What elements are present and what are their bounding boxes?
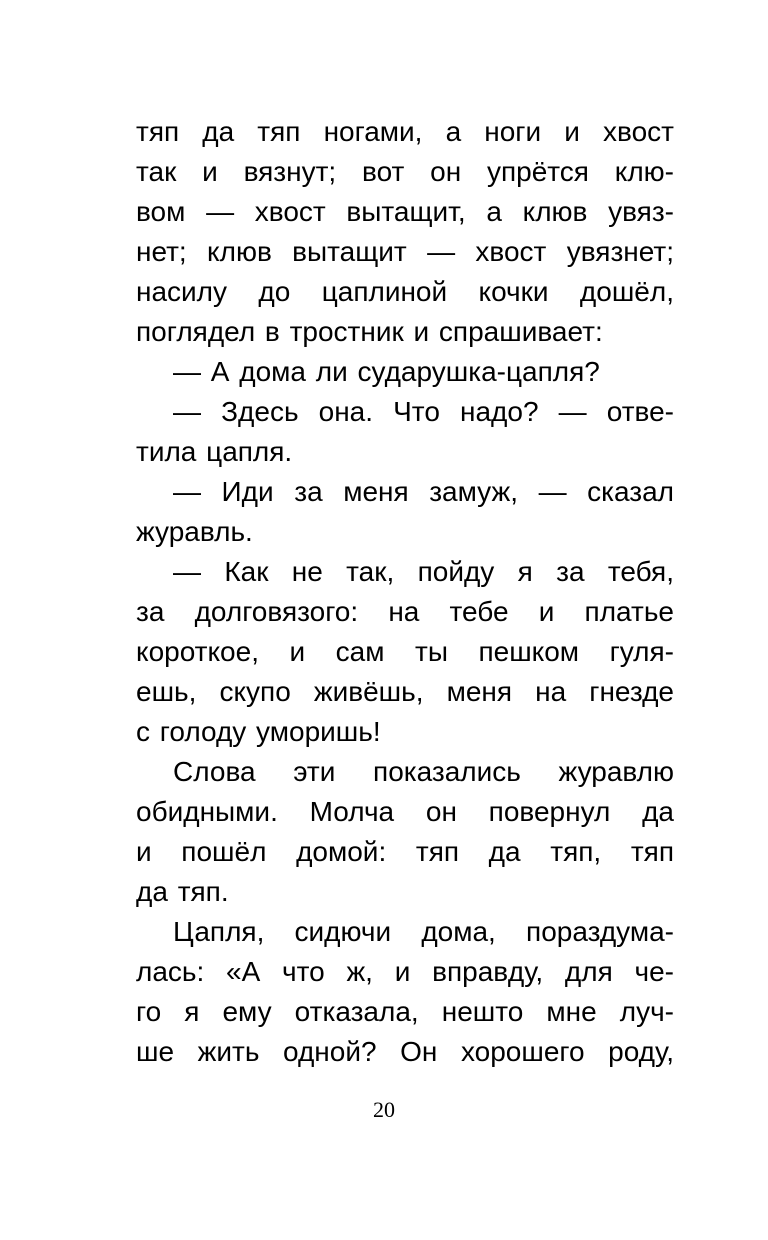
page-number: 20: [373, 1097, 395, 1122]
dialogue-line: — Здесь она. Что надо? — отве-: [173, 396, 674, 427]
text-line: вом — хвост вытащит, а клюв увяз-: [136, 196, 674, 227]
text-line: обидными. Молча он повернул да: [136, 796, 674, 827]
paragraph-start-line: Цапля, сидючи дома, пораздума-: [173, 916, 674, 947]
text-line: ешь, скупо живёшь, меня на гнезде: [136, 676, 674, 707]
dialogue-line: — Как не так, пойду я за тебя,: [173, 556, 674, 587]
text-line: лась: «А что ж, и вправду, для че-: [136, 956, 674, 987]
text-line: журавль.: [136, 516, 253, 547]
text-line: да тяп.: [136, 876, 229, 907]
text-line: го я ему отказала, нешто мне луч-: [136, 996, 674, 1027]
text-line: нет; клюв вытащит — хвост увязнет;: [136, 236, 674, 267]
text-line: ше жить одной? Он хорошего роду,: [136, 1036, 674, 1067]
text-line: поглядел в тростник и спрашивает:: [136, 316, 603, 347]
text-line: так и вязнут; вот он упрётся клю-: [136, 156, 674, 187]
text-line: короткое, и сам ты пешком гуля-: [136, 636, 674, 667]
text-line: и пошёл домой: тяп да тяп, тяп: [136, 836, 674, 867]
dialogue-line: — Иди за меня замуж, — сказал: [173, 476, 674, 507]
text-line: тяп да тяп ногами, а ноги и хвост: [136, 116, 674, 147]
dialogue-line: — А дома ли сударушка-цапля?: [173, 356, 600, 387]
paragraph-start-line: Слова эти показались журавлю: [173, 756, 674, 787]
body-text: [136, 112, 674, 1072]
text-line: с голоду уморишь!: [136, 716, 381, 747]
text-line: насилу до цаплиной кочки дошёл,: [136, 276, 674, 307]
text-line: тила цапля.: [136, 436, 293, 467]
text-line: за долговязого: на тебе и платье: [136, 596, 674, 627]
